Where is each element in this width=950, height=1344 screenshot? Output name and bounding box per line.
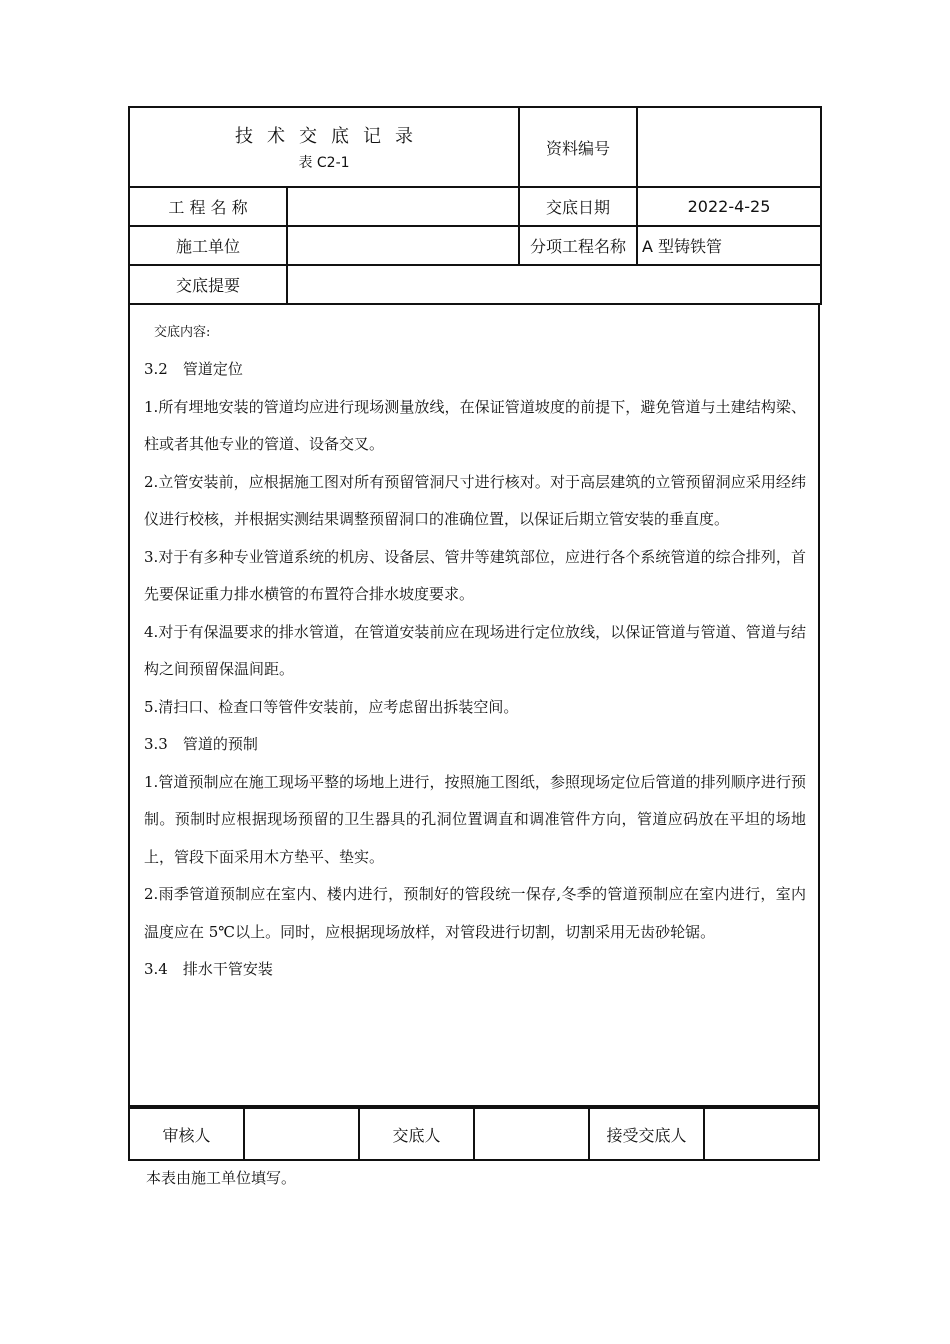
- date-label: 交底日期: [519, 187, 637, 226]
- reviewer-field[interactable]: [244, 1108, 359, 1160]
- footnote: 本表由施工单位填写。: [146, 1169, 297, 1187]
- presenter-field[interactable]: [474, 1108, 589, 1160]
- reviewer-label: 审核人: [129, 1108, 244, 1160]
- content-paragraph: 2.立管安装前，应根据施工图对所有预留管洞尺寸进行核对。对于高层建筑的立管预留洞应采用经纬仪进行校核，并根据实测结果调整预留洞口的准确位置，以保证后期立管安装的垂直度。: [144, 472, 806, 528]
- section-heading: 3.4 排水干管安装: [144, 960, 273, 978]
- contractor-label: 施工单位: [129, 226, 287, 265]
- content-paragraph: 2.雨季管道预制应在室内、楼内进行，预制好的管段统一保存,冬季的管道预制应在室内进行，室内温度应在 5℃以上。同时，应根据现场放样，对管段进行切割，切割采用无齿砂轮锯。: [144, 885, 806, 941]
- tech-briefing-form: [128, 106, 820, 1161]
- content-paragraph: 4.对于有保温要求的排水管道，在管道安装前应在现场进行定位放线，以保证管道与管道、管道与结构之间预留保温间距。: [144, 622, 806, 678]
- summary-label: 交底提要: [129, 265, 287, 304]
- summary-field[interactable]: [287, 265, 821, 304]
- project-name-label: 工 程 名 称: [129, 187, 287, 226]
- signoff-table: [128, 1107, 820, 1161]
- doc-number-label: 资料编号: [519, 107, 637, 187]
- content-paragraph: 5.清扫口、检查口等管件安装前，应考虑留出拆装空间。: [144, 697, 519, 716]
- project-name-field[interactable]: [287, 187, 519, 226]
- content-paragraph: 1.所有埋地安装的管道均应进行现场测量放线，在保证管道坡度的前提下，避免管道与土建结构梁、柱或者其他专业的管道、设备交叉。: [144, 397, 806, 453]
- content-intro: 交底内容:: [154, 325, 211, 340]
- briefing-content: [128, 305, 820, 1107]
- title-cell: [129, 107, 519, 187]
- receiver-field[interactable]: [704, 1108, 819, 1160]
- date-field[interactable]: 2022-4-25: [637, 187, 821, 226]
- presenter-label: 交底人: [359, 1108, 474, 1160]
- subproject-label: 分项工程名称: [519, 226, 637, 265]
- receiver-label: 接受交底人: [589, 1108, 704, 1160]
- content-paragraph: 3.对于有多种专业管道系统的机房、设备层、管井等建筑部位，应进行各个系统管道的综合排列，首先要保证重力排水横管的布置符合排水坡度要求。: [144, 547, 806, 603]
- section-heading: 3.3 管道的预制: [144, 735, 258, 753]
- subproject-field[interactable]: A 型铸铁管: [637, 226, 821, 265]
- doc-number-field[interactable]: [637, 107, 821, 187]
- content-paragraph: 1.管道预制应在施工现场平整的场地上进行，按照施工图纸，参照现场定位后管道的排列顺序进行预制。预制时应根据现场预留的卫生器具的孔洞位置调直和调准管件方向，管道应码放在平坦的场地上，管段下面采用木方垫平、垫实。: [144, 772, 806, 866]
- contractor-field[interactable]: [287, 226, 519, 265]
- header-table: [128, 106, 822, 305]
- form-title: 技术交底记录: [235, 126, 427, 147]
- form-number: 表 C2-1: [298, 155, 350, 171]
- section-heading: 3.2 管道定位: [144, 360, 243, 378]
